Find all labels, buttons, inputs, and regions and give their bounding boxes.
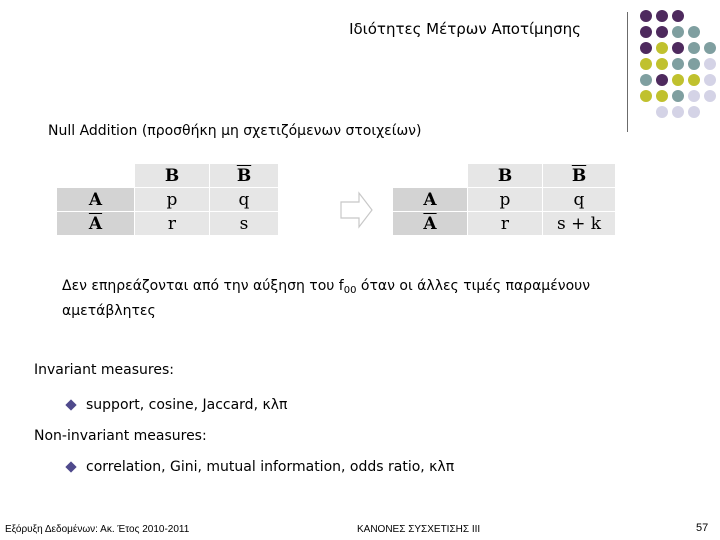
dot [656,42,668,54]
dot [704,42,716,54]
dot [672,58,684,70]
dot [640,58,652,70]
explanation-paragraph: Δεν επηρεάζονται από την αύξηση του $f_{00}$ όταν οι άλλες τιμές παραμένουν αμετάβλητες [62,278,591,319]
table-cell: r [135,212,210,236]
dot [656,106,668,118]
dot [656,26,668,38]
dot [704,90,716,102]
dot [688,106,700,118]
table-cell: r [468,212,543,236]
dot [704,74,716,86]
right-arrow-icon [340,190,374,230]
table-corner [57,164,135,188]
dot [672,26,684,38]
contingency-table-left [56,163,279,236]
dot [656,90,668,102]
table-header-cell: B [135,164,210,188]
dot [656,10,668,22]
table-header-cell: $\overline{B}$ [210,164,279,188]
slide-title: Ιδιότητες Μέτρων Αποτίμησης [349,20,581,38]
footer-topic: ΚΑΝΟΝΕΣ ΣΥΣΧΕΤΙΣΗΣ ΙΙΙ [357,524,481,535]
contingency-table-right [392,163,616,236]
dot [688,74,700,86]
diamond-bullet-icon [65,399,76,410]
table-row-label: $\overline{A}$ [393,212,468,236]
table-cell: p [468,188,543,212]
noninvariant-heading: Non-invariant measures: [34,428,207,444]
table-header-cell: $\overline{B}$ [543,164,616,188]
dot [640,42,652,54]
title-divider [627,12,628,132]
dot [640,10,652,22]
slide-subtitle: Null Addition (προσθήκη μη σχετιζόμενων στοιχείων) [48,123,422,139]
dot [672,74,684,86]
table-row-label: $\overline{A}$ [57,212,135,236]
table-row-label: A [393,188,468,212]
dot [672,42,684,54]
dot [704,58,716,70]
dot [640,74,652,86]
diamond-bullet-icon [65,461,76,472]
table-header-cell: B [468,164,543,188]
dot [672,90,684,102]
page-number: 57 [696,522,709,534]
invariant-heading: Invariant measures: [34,362,174,378]
table-cell: q [210,188,279,212]
dot [640,90,652,102]
dot [672,10,684,22]
noninvariant-bullet-item: correlation, Gini, mutual information, odds ratio, κλπ [66,459,454,475]
dot [688,90,700,102]
dot [656,58,668,70]
table-cell: p [135,188,210,212]
table-corner [393,164,468,188]
table-cell: s + k [543,212,616,236]
dot [688,26,700,38]
table-cell: s [210,212,279,236]
invariant-bullet-item: support, cosine, Jaccard, κλπ [66,397,287,413]
subscript: 00 [343,285,357,296]
dot [656,74,668,86]
dot [640,26,652,38]
table-row-label: A [57,188,135,212]
dot [688,42,700,54]
footer-course: Εξόρυξη Δεδομένων: Ακ. Έτος 2010-2011 [5,524,190,535]
table-cell: q [543,188,616,212]
dot [672,106,684,118]
dot [688,58,700,70]
